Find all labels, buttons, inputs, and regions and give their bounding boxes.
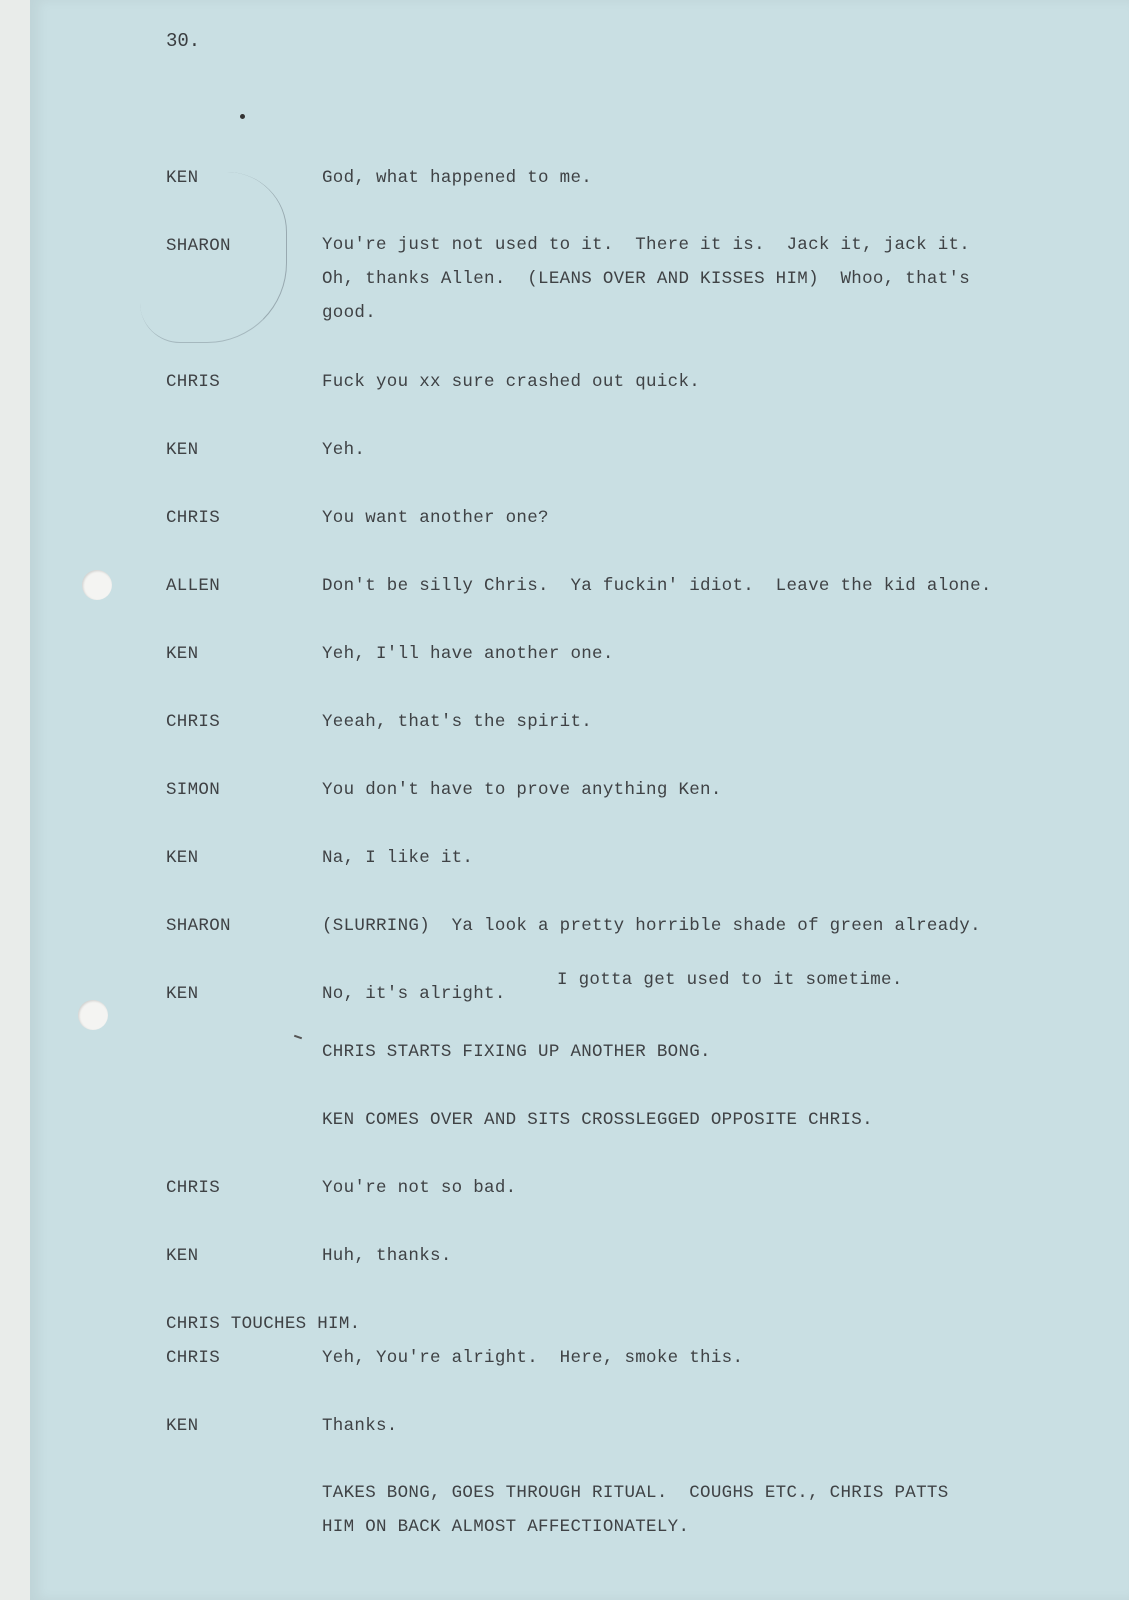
pencil-mark [140, 172, 287, 343]
page-number: 30. [166, 30, 201, 52]
dialogue-line: Fuck you xx sure crashed out quick. [322, 372, 701, 392]
dialogue-line: Don't be silly Chris. Ya fuckin' idiot. Leave the kid alone. [322, 576, 992, 596]
speaker-name: SIMON [166, 780, 221, 800]
pencil-tick [294, 1035, 302, 1040]
speaker-name: ALLEN [166, 576, 221, 596]
speaker-name: CHRIS [166, 1178, 221, 1198]
dialogue-line: Thanks. [322, 1416, 398, 1436]
dialogue-line: Yeeah, that's the spirit. [322, 712, 593, 732]
dialogue-line: No, it's alright. [322, 984, 506, 1004]
speaker-name: KEN [166, 440, 199, 460]
speaker-name: SHARON [166, 236, 231, 256]
stage-direction: TAKES BONG, GOES THROUGH RITUAL. COUGHS ETC., CHRIS PATTS HIM ON BACK ALMOST AFFECTIONATELY. [322, 1483, 949, 1537]
dialogue-line: You don't have to prove anything Ken. [322, 780, 722, 800]
speaker-name: KEN [166, 1416, 199, 1436]
dialogue-line: (SLURRING) Ya look a pretty horrible shade of green already. [322, 916, 981, 936]
speaker-name: KEN [166, 644, 199, 664]
speaker-name: CHRIS [166, 1348, 221, 1368]
dialogue-line: You want another one? [322, 508, 549, 528]
dialogue-line: Na, I like it. [322, 848, 474, 868]
inserted-dialogue: I gotta get used to it sometime. [557, 970, 903, 990]
punch-hole-upper [82, 570, 112, 600]
dialogue-line: You're just not used to it. There it is. Jack it, jack it. Oh, thanks Allen. (LEANS OVER AND KISSES HIM) Whoo, that's good. [322, 235, 971, 323]
speaker-name: KEN [166, 168, 199, 188]
speaker-name: KEN [166, 984, 199, 1004]
script-page [30, 0, 1129, 1600]
speaker-name: CHRIS [166, 712, 221, 732]
punch-hole-lower [78, 1000, 108, 1030]
stage-direction: CHRIS STARTS FIXING UP ANOTHER BONG. [322, 1042, 711, 1062]
dialogue-line: Yeh, You're alright. Here, smoke this. [322, 1348, 744, 1368]
speaker-name: KEN [166, 1246, 199, 1266]
speaker-name: CHRIS [166, 372, 221, 392]
speaker-name: CHRIS [166, 508, 221, 528]
dialogue-line: Yeh, I'll have another one. [322, 644, 614, 664]
speaker-name: KEN [166, 848, 199, 868]
dialogue-line: You're not so bad. [322, 1178, 517, 1198]
stage-direction: CHRIS TOUCHES HIM. [166, 1314, 361, 1334]
dialogue-line: Yeh. [322, 440, 366, 460]
ink-speck [240, 114, 245, 119]
speaker-name: SHARON [166, 916, 231, 936]
dialogue-line: God, what happened to me. [322, 168, 593, 188]
dialogue-line: Huh, thanks. [322, 1246, 452, 1266]
stage-direction: KEN COMES OVER AND SITS CROSSLEGGED OPPOSITE CHRIS. [322, 1110, 873, 1130]
